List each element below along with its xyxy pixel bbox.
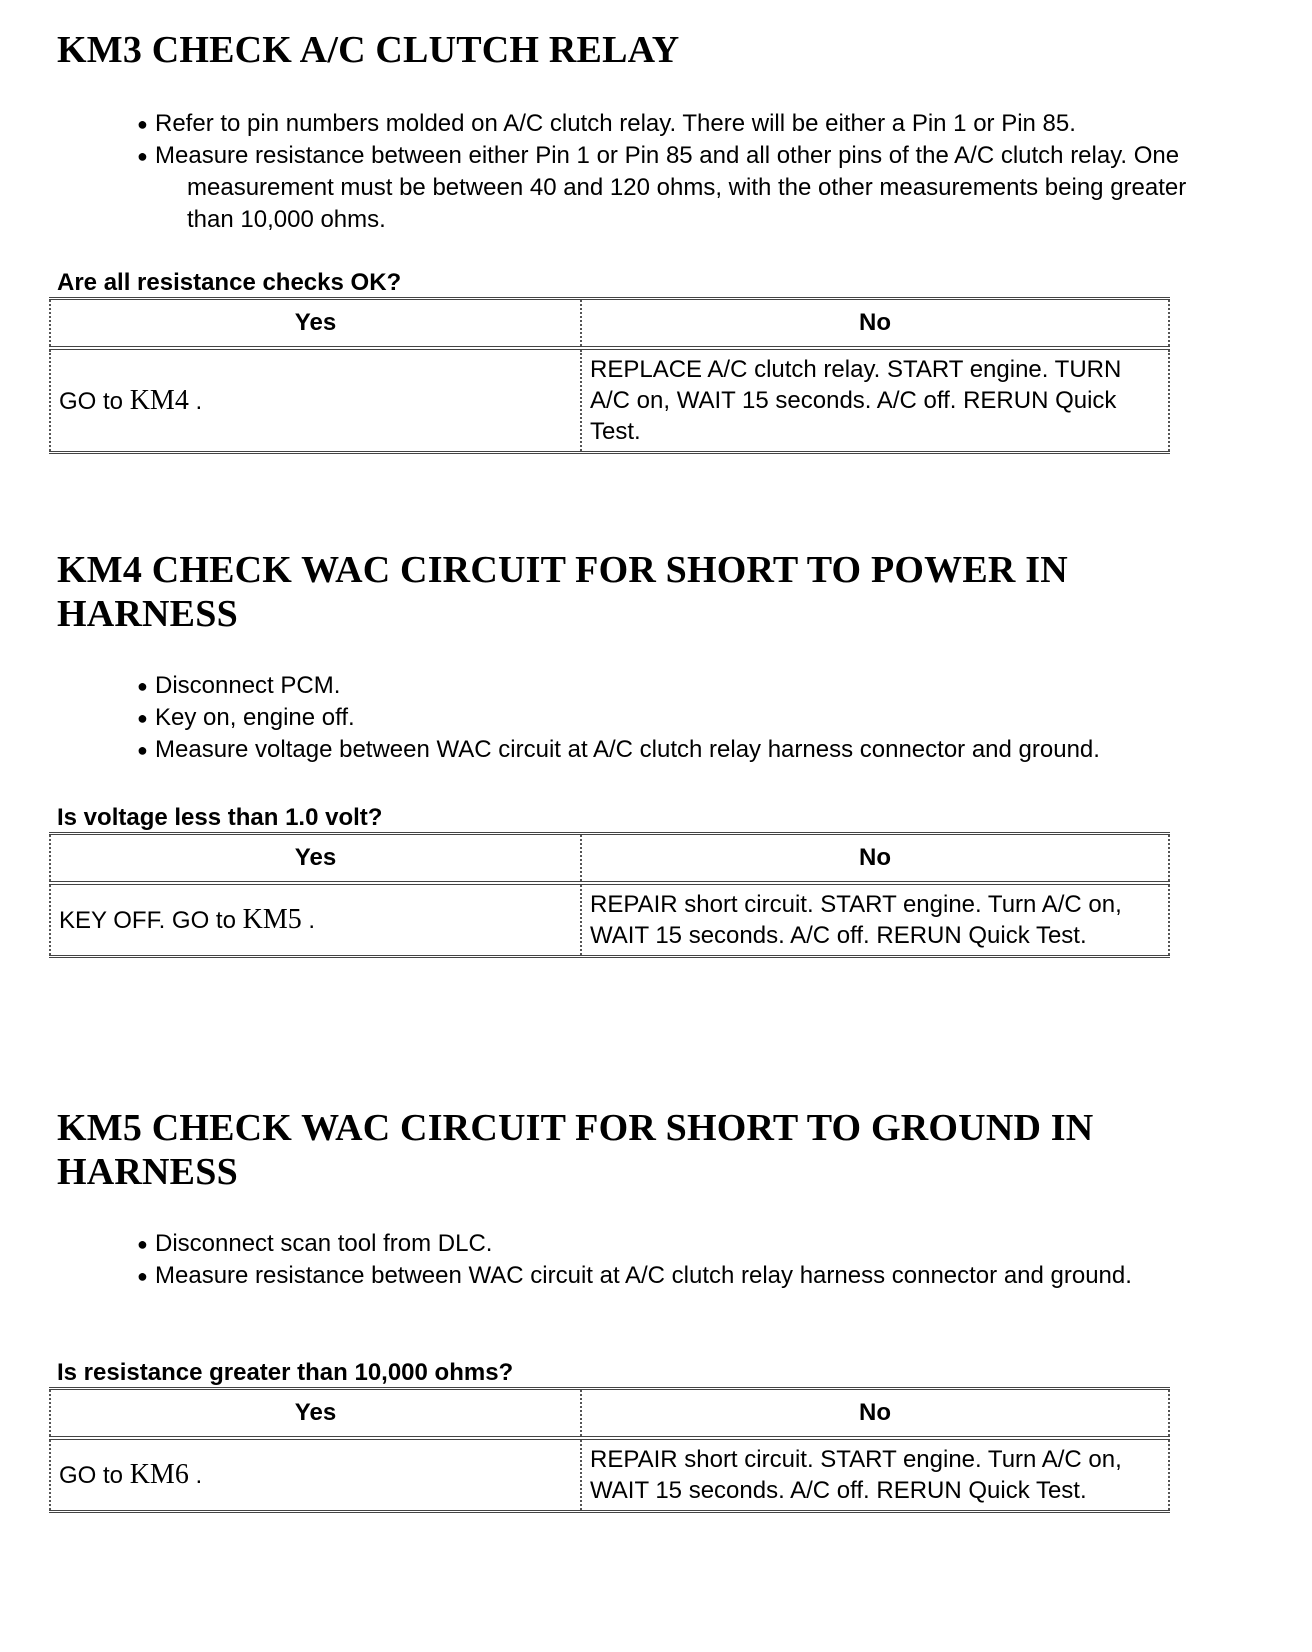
step-item bbox=[137, 1260, 1267, 1292]
step-item bbox=[137, 1228, 1267, 1260]
answer-table bbox=[49, 297, 1170, 454]
answer-table bbox=[49, 832, 1170, 958]
step-text: Disconnect PCM. bbox=[155, 672, 341, 699]
step-text: Measure voltage between WAC circuit at A/C clutch relay harness connector and ground. bbox=[155, 736, 1100, 763]
table-row bbox=[50, 883, 1169, 957]
step-list bbox=[137, 670, 1267, 766]
yes-cell bbox=[50, 883, 581, 957]
yes-cell bbox=[50, 348, 581, 453]
step-list bbox=[137, 1228, 1267, 1292]
section-km5 bbox=[57, 1106, 1272, 1504]
no-header: No bbox=[581, 299, 1169, 349]
step-list bbox=[137, 108, 1267, 236]
yes-text: GO to bbox=[59, 1462, 124, 1489]
step-text: Refer to pin numbers molded on A/C clutch relay. There will be either a Pin 1 or Pin 85. bbox=[155, 110, 1076, 137]
step-text: Measure resistance between either Pin 1 or Pin 85 and all other pins of the A/C clutch relay. One measurement must be between 40 and 120 ohms, with the other measurements being greater than 10,000 ohms. bbox=[155, 142, 1187, 233]
question: Is resistance greater than 10,000 ohms? bbox=[57, 1359, 514, 1386]
section-title-line1: KM4 CHECK WAC CIRCUIT FOR SHORT TO POWER IN bbox=[57, 549, 1068, 591]
bullet-icon: ● bbox=[137, 676, 148, 696]
section-title bbox=[57, 548, 1272, 636]
section-title: KM3 CHECK A/C CLUTCH RELAY bbox=[57, 29, 680, 71]
section-title bbox=[57, 1106, 1272, 1194]
step-item bbox=[137, 140, 1267, 236]
step-text: Disconnect scan tool from DLC. bbox=[155, 1230, 493, 1257]
bullet-icon: ● bbox=[137, 1234, 148, 1254]
section-km3 bbox=[57, 28, 1272, 445]
yes-suffix: . bbox=[195, 387, 203, 415]
bullet-icon: ● bbox=[137, 146, 148, 166]
km4-link[interactable]: KM4 bbox=[129, 384, 189, 416]
table-row bbox=[50, 1438, 1169, 1512]
section-km4 bbox=[57, 548, 1272, 949]
yes-suffix: . bbox=[308, 907, 316, 934]
no-cell: REPLACE A/C clutch relay. START engine. TURN A/C on, WAIT 15 seconds. A/C off. RERUN Quick Test. bbox=[581, 348, 1169, 453]
question: Are all resistance checks OK? bbox=[57, 269, 402, 296]
table-row bbox=[50, 348, 1169, 453]
answer-table bbox=[49, 1387, 1170, 1513]
bullet-icon: ● bbox=[137, 740, 148, 760]
yes-header: Yes bbox=[50, 299, 581, 349]
section-title-line2: HARNESS bbox=[57, 593, 238, 635]
km6-link[interactable]: KM6 bbox=[129, 1459, 189, 1490]
bullet-icon: ● bbox=[137, 708, 148, 728]
question: Is voltage less than 1.0 volt? bbox=[57, 804, 383, 831]
step-item bbox=[137, 734, 1267, 766]
step-text: Measure resistance between WAC circuit at A/C clutch relay harness connector and ground. bbox=[155, 1262, 1132, 1289]
bullet-icon: ● bbox=[137, 114, 148, 134]
km5-link[interactable]: KM5 bbox=[242, 904, 302, 935]
bullet-icon: ● bbox=[137, 1266, 148, 1286]
step-item bbox=[137, 702, 1267, 734]
step-item bbox=[137, 108, 1267, 140]
step-text: Key on, engine off. bbox=[155, 704, 355, 731]
no-header: No bbox=[581, 1389, 1169, 1439]
yes-text: KEY OFF. GO to bbox=[59, 907, 236, 934]
no-header: No bbox=[581, 834, 1169, 884]
section-title-line2: HARNESS bbox=[57, 1151, 238, 1193]
table-header-row bbox=[50, 299, 1169, 349]
yes-cell bbox=[50, 1438, 581, 1512]
step-item bbox=[137, 670, 1267, 702]
yes-text: GO to bbox=[59, 387, 124, 415]
no-cell: REPAIR short circuit. START engine. Turn A/C on, WAIT 15 seconds. A/C off. RERUN Quick Test. bbox=[581, 1438, 1169, 1512]
section-title-line1: KM5 CHECK WAC CIRCUIT FOR SHORT TO GROUND IN bbox=[57, 1107, 1094, 1149]
table-header-row bbox=[50, 834, 1169, 884]
yes-header: Yes bbox=[50, 834, 581, 884]
yes-header: Yes bbox=[50, 1389, 581, 1439]
no-cell: REPAIR short circuit. START engine. Turn A/C on, WAIT 15 seconds. A/C off. RERUN Quick Test. bbox=[581, 883, 1169, 957]
table-header-row bbox=[50, 1389, 1169, 1439]
yes-suffix: . bbox=[195, 1462, 203, 1489]
